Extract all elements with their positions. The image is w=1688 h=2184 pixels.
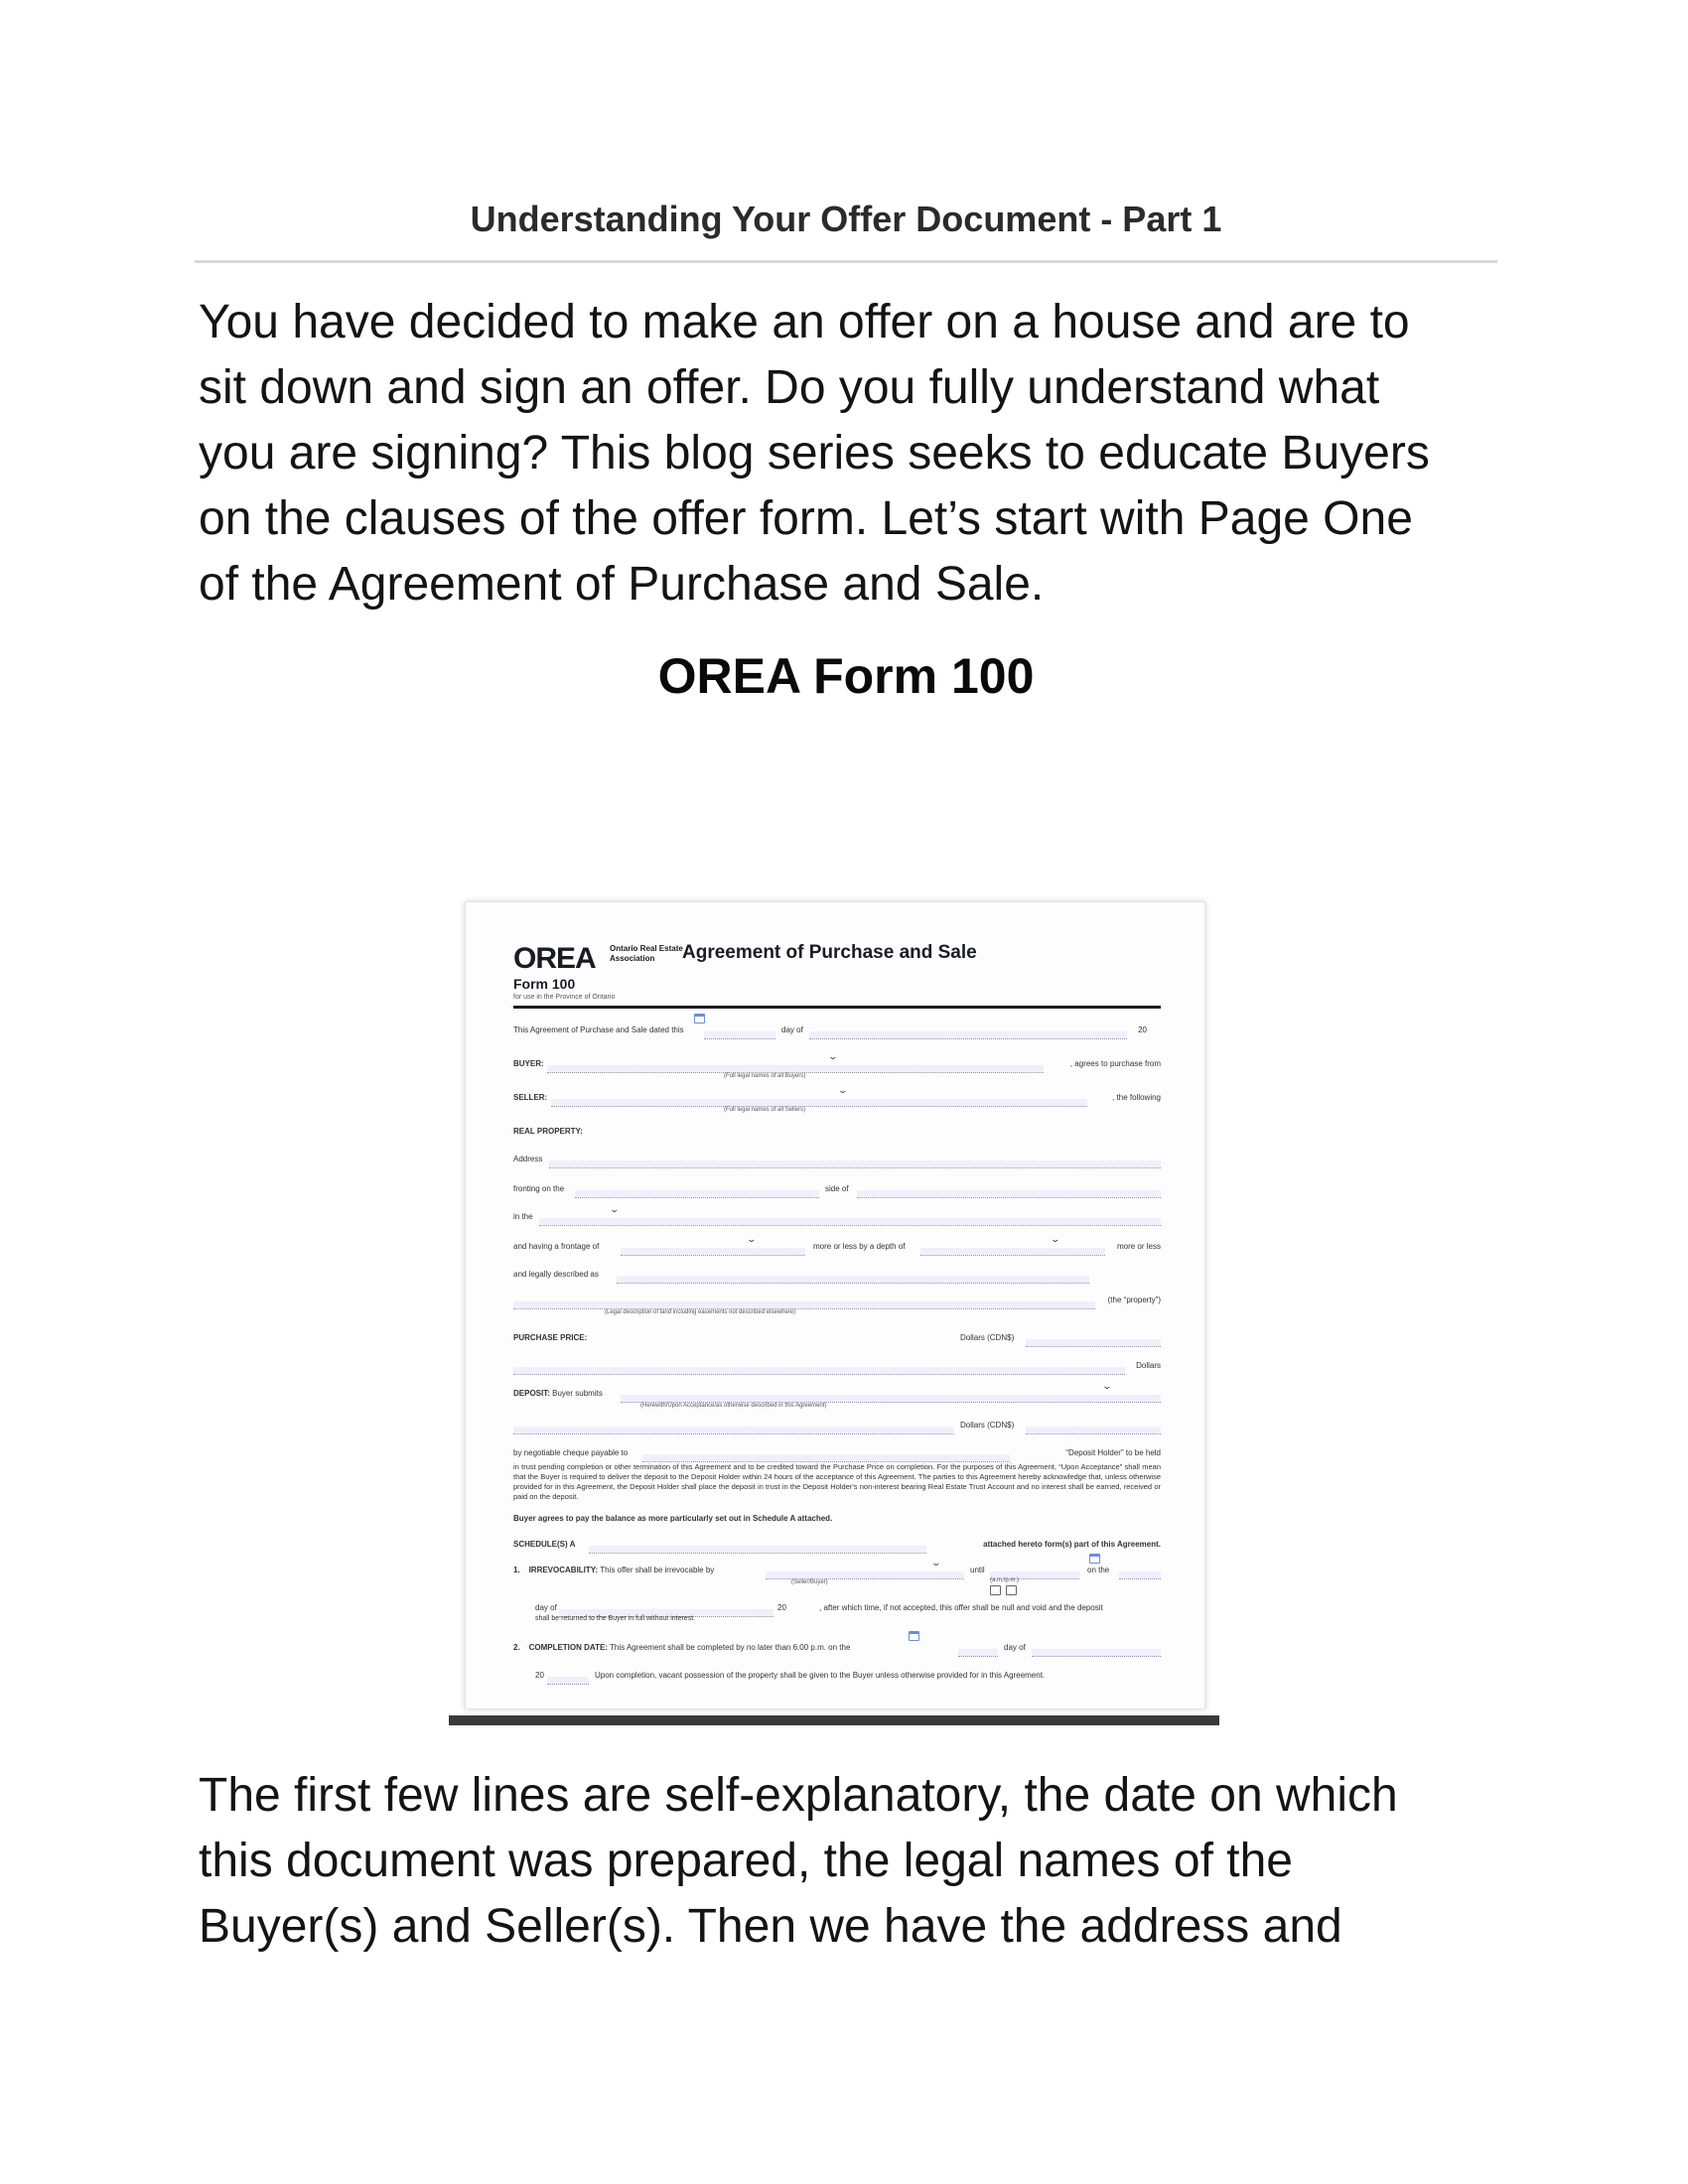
form-header-rule	[513, 1006, 1161, 1009]
form-deposit-dollars: Dollars (CDN$)	[513, 1421, 1161, 1434]
closing-line: this document was prepared, the legal names of the	[199, 1835, 1293, 1887]
intro-line: sit down and sign an offer. Do you fully understand what	[199, 361, 1380, 414]
form-frontage-line: and having a frontage of more or less by a depth of more or less	[513, 1242, 1161, 1256]
form-fronting-line: fronting on the side of	[513, 1184, 1161, 1198]
intro-line: You have decided to make an offer on a house and are to	[199, 296, 1410, 348]
form-subtitle: for use in the Province of Ontario	[513, 994, 616, 1001]
calendar-icon	[909, 1631, 919, 1641]
form-deposit-line: DEPOSIT: Buyer submits	[513, 1389, 1161, 1403]
closing-paragraph	[199, 1763, 1489, 1960]
checkbox-icon	[990, 1585, 1001, 1595]
intro-paragraph	[199, 290, 1489, 617]
chevron-down-icon: ⌄	[827, 1051, 839, 1061]
calendar-icon	[1089, 1554, 1100, 1564]
title-divider	[195, 260, 1497, 263]
form-price-line: PURCHASE PRICE: Dollars (CDN$)	[513, 1333, 1161, 1347]
form-returned-line: shall be returned to the Buyer in full without interest.	[535, 1615, 696, 1622]
checkbox-icon	[1006, 1585, 1017, 1595]
form-seller-line: SELLER: , the following	[513, 1093, 1161, 1107]
form-irrevocability-day: day of 20 , after which time, if not accepted, this offer shall be null and void and the deposit	[535, 1603, 1161, 1617]
chevron-down-icon: ⌄	[1050, 1234, 1061, 1244]
form-in-the-line: in the	[513, 1212, 1161, 1226]
image-bottom-border	[449, 1715, 1219, 1725]
chevron-down-icon: ⌄	[746, 1234, 758, 1244]
intro-line: of the Agreement of Purchase and Sale.	[199, 558, 1045, 611]
form-address-line: Address	[513, 1155, 1161, 1168]
section-heading: OREA Form 100	[657, 648, 1035, 704]
orea-logo-subtitle: Ontario Real Estate Association	[610, 944, 683, 963]
closing-line: Buyer(s) and Seller(s). Then we have the address and	[199, 1900, 1342, 1953]
form-completion-line-2: 20 Upon completion, vacant possession of the property shall be given to the Buyer unless otherwise provided for in this Agreement.	[535, 1671, 1161, 1685]
form-completion-line: 2. COMPLETION DATE: This Agreement shall be completed by no later than 6:00 p.m. on the day of	[513, 1643, 1161, 1657]
form-balance-line: Buyer agrees to pay the balance as more particularly set out in Schedule A attached.	[513, 1514, 833, 1523]
form-number: Form 100	[513, 976, 576, 992]
form-real-property: REAL PROPERTY:	[513, 1127, 583, 1136]
intro-line: you are signing? This blog series seeks to educate Buyers	[199, 427, 1430, 479]
form-legal-line-2: (the “property”)	[513, 1296, 1161, 1309]
form-buyer-line: BUYER: , agrees to purchase from	[513, 1059, 1161, 1073]
closing-line: The first few lines are self-explanatory, the date on which	[199, 1769, 1398, 1822]
form-dated-line: This Agreement of Purchase and Sale dated this day of 20	[513, 1025, 1161, 1039]
form-schedules-line: SCHEDULE(S) A attached hereto form(s) part of this Agreement.	[513, 1540, 1161, 1554]
form-title: Agreement of Purchase and Sale	[682, 942, 977, 963]
orea-logo: OREA	[513, 942, 596, 975]
form-cheque-line: by negotiable cheque payable to “Deposit Holder” to be held	[513, 1448, 1161, 1462]
form-dollars-line: Dollars	[513, 1361, 1161, 1375]
chevron-down-icon: ⌄	[609, 1204, 621, 1214]
chevron-down-icon: ⌄	[930, 1558, 942, 1568]
intro-line: on the clauses of the offer form. Let’s start with Page One	[199, 492, 1413, 545]
form-irrevocability-line: 1. IRREVOCABILITY: This offer shall be irrevocable by until on the	[513, 1566, 1161, 1579]
form-100-image: OREA Ontario Real Estate Association Agreement of Purchase and Sale Form 100 for use in the Province of Ontario This Agreement of Purchase and Sale dated this day of 20 BUYER: , agrees to purchase from ⌄ (Full legal names of all Buyers) SELLER: , the following ⌄ (Full legal names of all Sellers) REAL PROPERTY: Address fronting on the side of in the ⌄ and having a frontage of more or less by a depth of more or less ⌄ ⌄ and legally described as (the “property”) (Legal description of land including easements not described elsewhere) PURCHASE PRICE: Dollars (CDN$) Dollars DEPOSIT: Buyer submits ⌄ (Herewith/Upon Acceptance/as otherwise described in this Agreement) Dollars (CDN$) by negotiable cheque payable to “Deposit Holder” to be held in trust pending completion or other termination of this Agreement and to be credited toward the Purchase Price on completion. For the purposes of this Agreement, “Upon Acceptance” shall mean that the Buyer is required to deliver the deposit to the Deposit Holder within 24 hours of the acceptance of this Agreement. The parties to this Agreement hereby acknowledge that, unless otherwise provided for in this Agreement, the Deposit Holder shall place the deposit in trust in the Deposit Holder's non-interest bearing Real Estate Trust Account and no interest shall be earned, received or paid on the deposit. Buyer agrees to pay the balance as more particularly set out in Schedule A attached. SCHEDULE(S) A attached hereto form(s) part of this Agreement. 1. IRREVOCABILITY: This offer shall be irrevocable by until on the ⌄ (Seller/Buyer) (a.m./p.m.) day of 20 , after which time, if not accepted, this offer shall be null and void and the deposit shall be returned to the Buyer in full without interest. 2. COMPLETION DATE: This Agreement shall be completed by no later than 6:00 p.m. on the day of 20 Upon completion, vacant possession of the property shall be given to the Buyer unless otherwise provided for in this Agreement.	[465, 901, 1205, 1709]
chevron-down-icon: ⌄	[837, 1085, 849, 1095]
form-deposit-paragraph: in trust pending completion or other termination of this Agreement and to be credited toward the Purchase Price on completion. For the purposes of this Agreement, “Upon Acceptance” shall mean that the Buyer is required to deliver the deposit to the Deposit Holder within 24 hours of the acceptance of this Agreement. The parties to this Agreement hereby acknowledge that, unless otherwise provided for in this Agreement, the Deposit Holder shall place the deposit in trust in the Deposit Holder's non-interest bearing Real Estate Trust Account and no interest shall be earned, received or paid on the deposit.	[513, 1462, 1161, 1501]
form-legal-line: and legally described as	[513, 1270, 1161, 1284]
page-title: Understanding Your Offer Document - Part 1	[470, 199, 1222, 239]
chevron-down-icon: ⌄	[1101, 1381, 1113, 1391]
calendar-icon	[694, 1014, 705, 1024]
